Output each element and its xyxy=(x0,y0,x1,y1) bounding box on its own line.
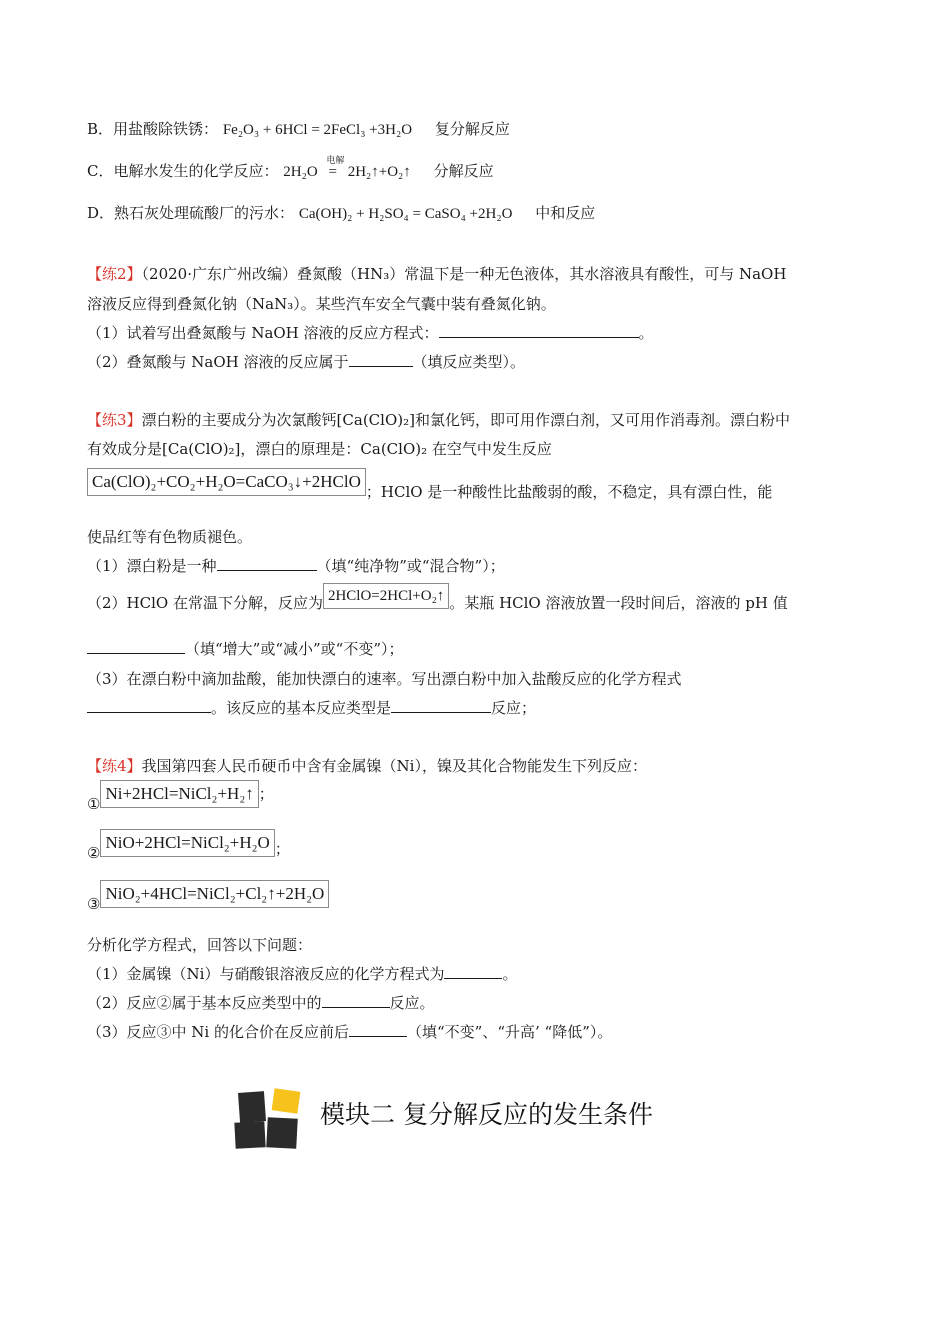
option-c-eq-sign: = xyxy=(328,164,337,180)
option-d-type: 中和反应 xyxy=(535,204,596,222)
ex2-line2: 溶液反应得到叠氮化钠（NaN₃）。某些汽车安全气囊中装有叠氮化钠。 xyxy=(87,295,556,313)
ex4-q3-blank[interactable] xyxy=(349,1022,407,1037)
ex3-q2-line2 xyxy=(87,638,404,660)
ex4-tag: 【练4】 xyxy=(87,757,142,775)
ex4-r3-num: ③ xyxy=(87,895,101,913)
ex2-q1-text: （1）试着写出叠氮酸与 NaOH 溶液的反应方程式： xyxy=(87,324,439,342)
option-b-type: 复分解反应 xyxy=(434,120,510,138)
ex4-q1-blank[interactable] xyxy=(444,964,502,979)
ex3-q3-blank-1[interactable] xyxy=(87,698,211,713)
ex4-q1-text: （1）金属镍（Ni）与硝酸银溶液反应的化学方程式为 xyxy=(87,965,445,983)
logo-block-accent xyxy=(272,1088,301,1113)
ex3-equation-box: Ca(ClO)₂+CO₂+H₂O=CaCO₃↓+2HClO xyxy=(87,468,366,496)
logo-block-top-left xyxy=(238,1091,266,1123)
ex3-q2-text: （2）HClO 在常温下分解，反应为 xyxy=(87,594,323,612)
ex4-r1 xyxy=(87,780,274,818)
ex4-q2 xyxy=(87,992,435,1014)
ex4-q3-end: （填“不变”、“升高’ “降低”）。 xyxy=(407,1023,613,1041)
option-d-label: D．熟石灰处理硫酸厂的污水： xyxy=(87,204,295,222)
ex4-q2-end: 反应。 xyxy=(389,994,435,1012)
ex3-q1 xyxy=(87,555,505,577)
ex2-q1 xyxy=(87,322,654,344)
ex4-r2-end: ； xyxy=(274,840,290,858)
ex4-r2-equation-box: NiO+2HCl=NiCl₂+H₂O xyxy=(100,829,274,857)
ex3-q2-blank[interactable] xyxy=(87,639,185,654)
option-c-label: C．电解水发生的化学反应： xyxy=(87,162,279,180)
logo-block-bottom-left xyxy=(234,1121,265,1149)
ex4-r3-equation-box: NiO₂+4HCl=NiCl₂+Cl₂↑+2H₂O xyxy=(100,880,329,908)
option-c-eq-right: 2H₂↑+O₂↑ xyxy=(347,164,411,180)
ex2-q2 xyxy=(87,351,525,373)
option-b xyxy=(87,118,510,141)
ex4-r2 xyxy=(87,829,290,867)
option-d-equation: Ca(OH)₂ + H₂SO₄ = CaSO₄ +2H₂O xyxy=(298,206,513,222)
ex3-q3: （3）在漂白粉中滴加盐酸，能加快漂白的速率。写出漂白粉中加入盐酸反应的化学方程式 xyxy=(87,670,682,688)
ex3-line1 xyxy=(87,409,790,431)
ex4-q3 xyxy=(87,1021,612,1043)
ex2-q1-blank[interactable] xyxy=(439,323,639,338)
ex4-q2-blank[interactable] xyxy=(322,993,390,1008)
ex4-r1-end: ； xyxy=(258,785,274,803)
logo-block-bottom-right xyxy=(266,1117,298,1149)
ex3-line1-text: 漂白粉的主要成分为次氯酸钙[Ca(ClO)₂]和氯化钙，即可用作漂白剂，又可用作消毒剂。漂白粉中 xyxy=(141,411,790,429)
ex4-r3 xyxy=(87,880,329,918)
ex3-q1-blank[interactable] xyxy=(217,556,317,571)
ex2-q2-blank[interactable] xyxy=(349,352,413,367)
ex3-line2: 有效成分是[Ca(ClO)₂]，漂白的原理是：Ca(ClO)₂ 在空气中发生反应 xyxy=(87,440,552,458)
module-title: 模块二 复分解反应的发生条件 xyxy=(320,1100,653,1129)
ex4-line1-text: 我国第四套人民币硬币中含有金属镍（Ni），镍及其化合物能发生下列反应： xyxy=(141,757,647,775)
ex4-q1-end: 。 xyxy=(502,965,518,983)
ex3-q3-blank-2[interactable] xyxy=(391,698,491,713)
ex4-r2-num: ② xyxy=(87,844,101,862)
option-d xyxy=(87,202,595,225)
ex4-lead: 分析化学方程式，回答以下问题： xyxy=(87,936,313,954)
module-logo-icon xyxy=(233,1088,305,1152)
ex3-line3-tail: ；HClO 是一种酸性比盐酸弱的酸，不稳定，具有漂白性，能 xyxy=(365,483,773,501)
option-b-label: B．用盐酸除铁锈： xyxy=(87,120,219,138)
ex4-r1-num: ① xyxy=(87,795,101,813)
ex3-q2 xyxy=(87,582,788,616)
ex3-tag: 【练3】 xyxy=(87,411,142,429)
option-c-condition: 电解 xyxy=(326,155,345,165)
ex4-q3-text: （3）反应③中 Ni 的化合价在反应前后 xyxy=(87,1023,350,1041)
ex3-q1-end: （填“纯净物”或“混合物”）； xyxy=(316,557,505,575)
ex2-q2-end: （填反应类型）。 xyxy=(412,353,526,371)
ex3-q3-line2 xyxy=(87,697,536,719)
ex4-line1 xyxy=(87,755,647,777)
ex3-q2-equation-box: 2HClO=2HCl+O₂↑ xyxy=(323,583,449,609)
ex2-q2-text: （2）叠氮酸与 NaOH 溶液的反应属于 xyxy=(87,353,349,371)
ex3-line3 xyxy=(87,468,772,506)
option-c-eq-left: 2H₂O xyxy=(283,164,318,180)
ex2-line1-text: （2020·广东广州改编）叠氮酸（HN₃）常温下是一种无色液体，其水溶液具有酸性，可与 NaOH xyxy=(141,265,787,283)
ex4-r1-equation-box: Ni+2HCl=NiCl₂+H₂↑ xyxy=(100,780,258,808)
ex4-q2-text: （2）反应②属于基本反应类型中的 xyxy=(87,994,322,1012)
option-b-equation: Fe₂O₃ + 6HCl = 2FeCl₃ +3H₂O xyxy=(222,122,413,138)
ex3-q1-text: （1）漂白粉是一种 xyxy=(87,557,217,575)
ex3-q2-line2-text: （填“增大”或“减小”或“不变”）； xyxy=(185,640,404,658)
ex3-q3-end: 反应； xyxy=(491,699,537,717)
ex2-tag: 【练2】 xyxy=(87,265,142,283)
ex2-line1 xyxy=(87,263,786,285)
option-c xyxy=(87,155,494,183)
ex2-q1-end: 。 xyxy=(638,324,654,342)
ex3-q2-end: 。某瓶 HClO 溶液放置一段时间后，溶液的 pH 值 xyxy=(449,594,788,612)
ex3-line4: 使品红等有色物质褪色。 xyxy=(87,528,253,546)
option-c-eq-sign-wrap xyxy=(322,155,345,183)
option-c-type: 分解反应 xyxy=(433,162,494,180)
ex3-q3-mid: 。该反应的基本反应类型是 xyxy=(211,699,392,717)
ex4-q1 xyxy=(87,963,517,985)
